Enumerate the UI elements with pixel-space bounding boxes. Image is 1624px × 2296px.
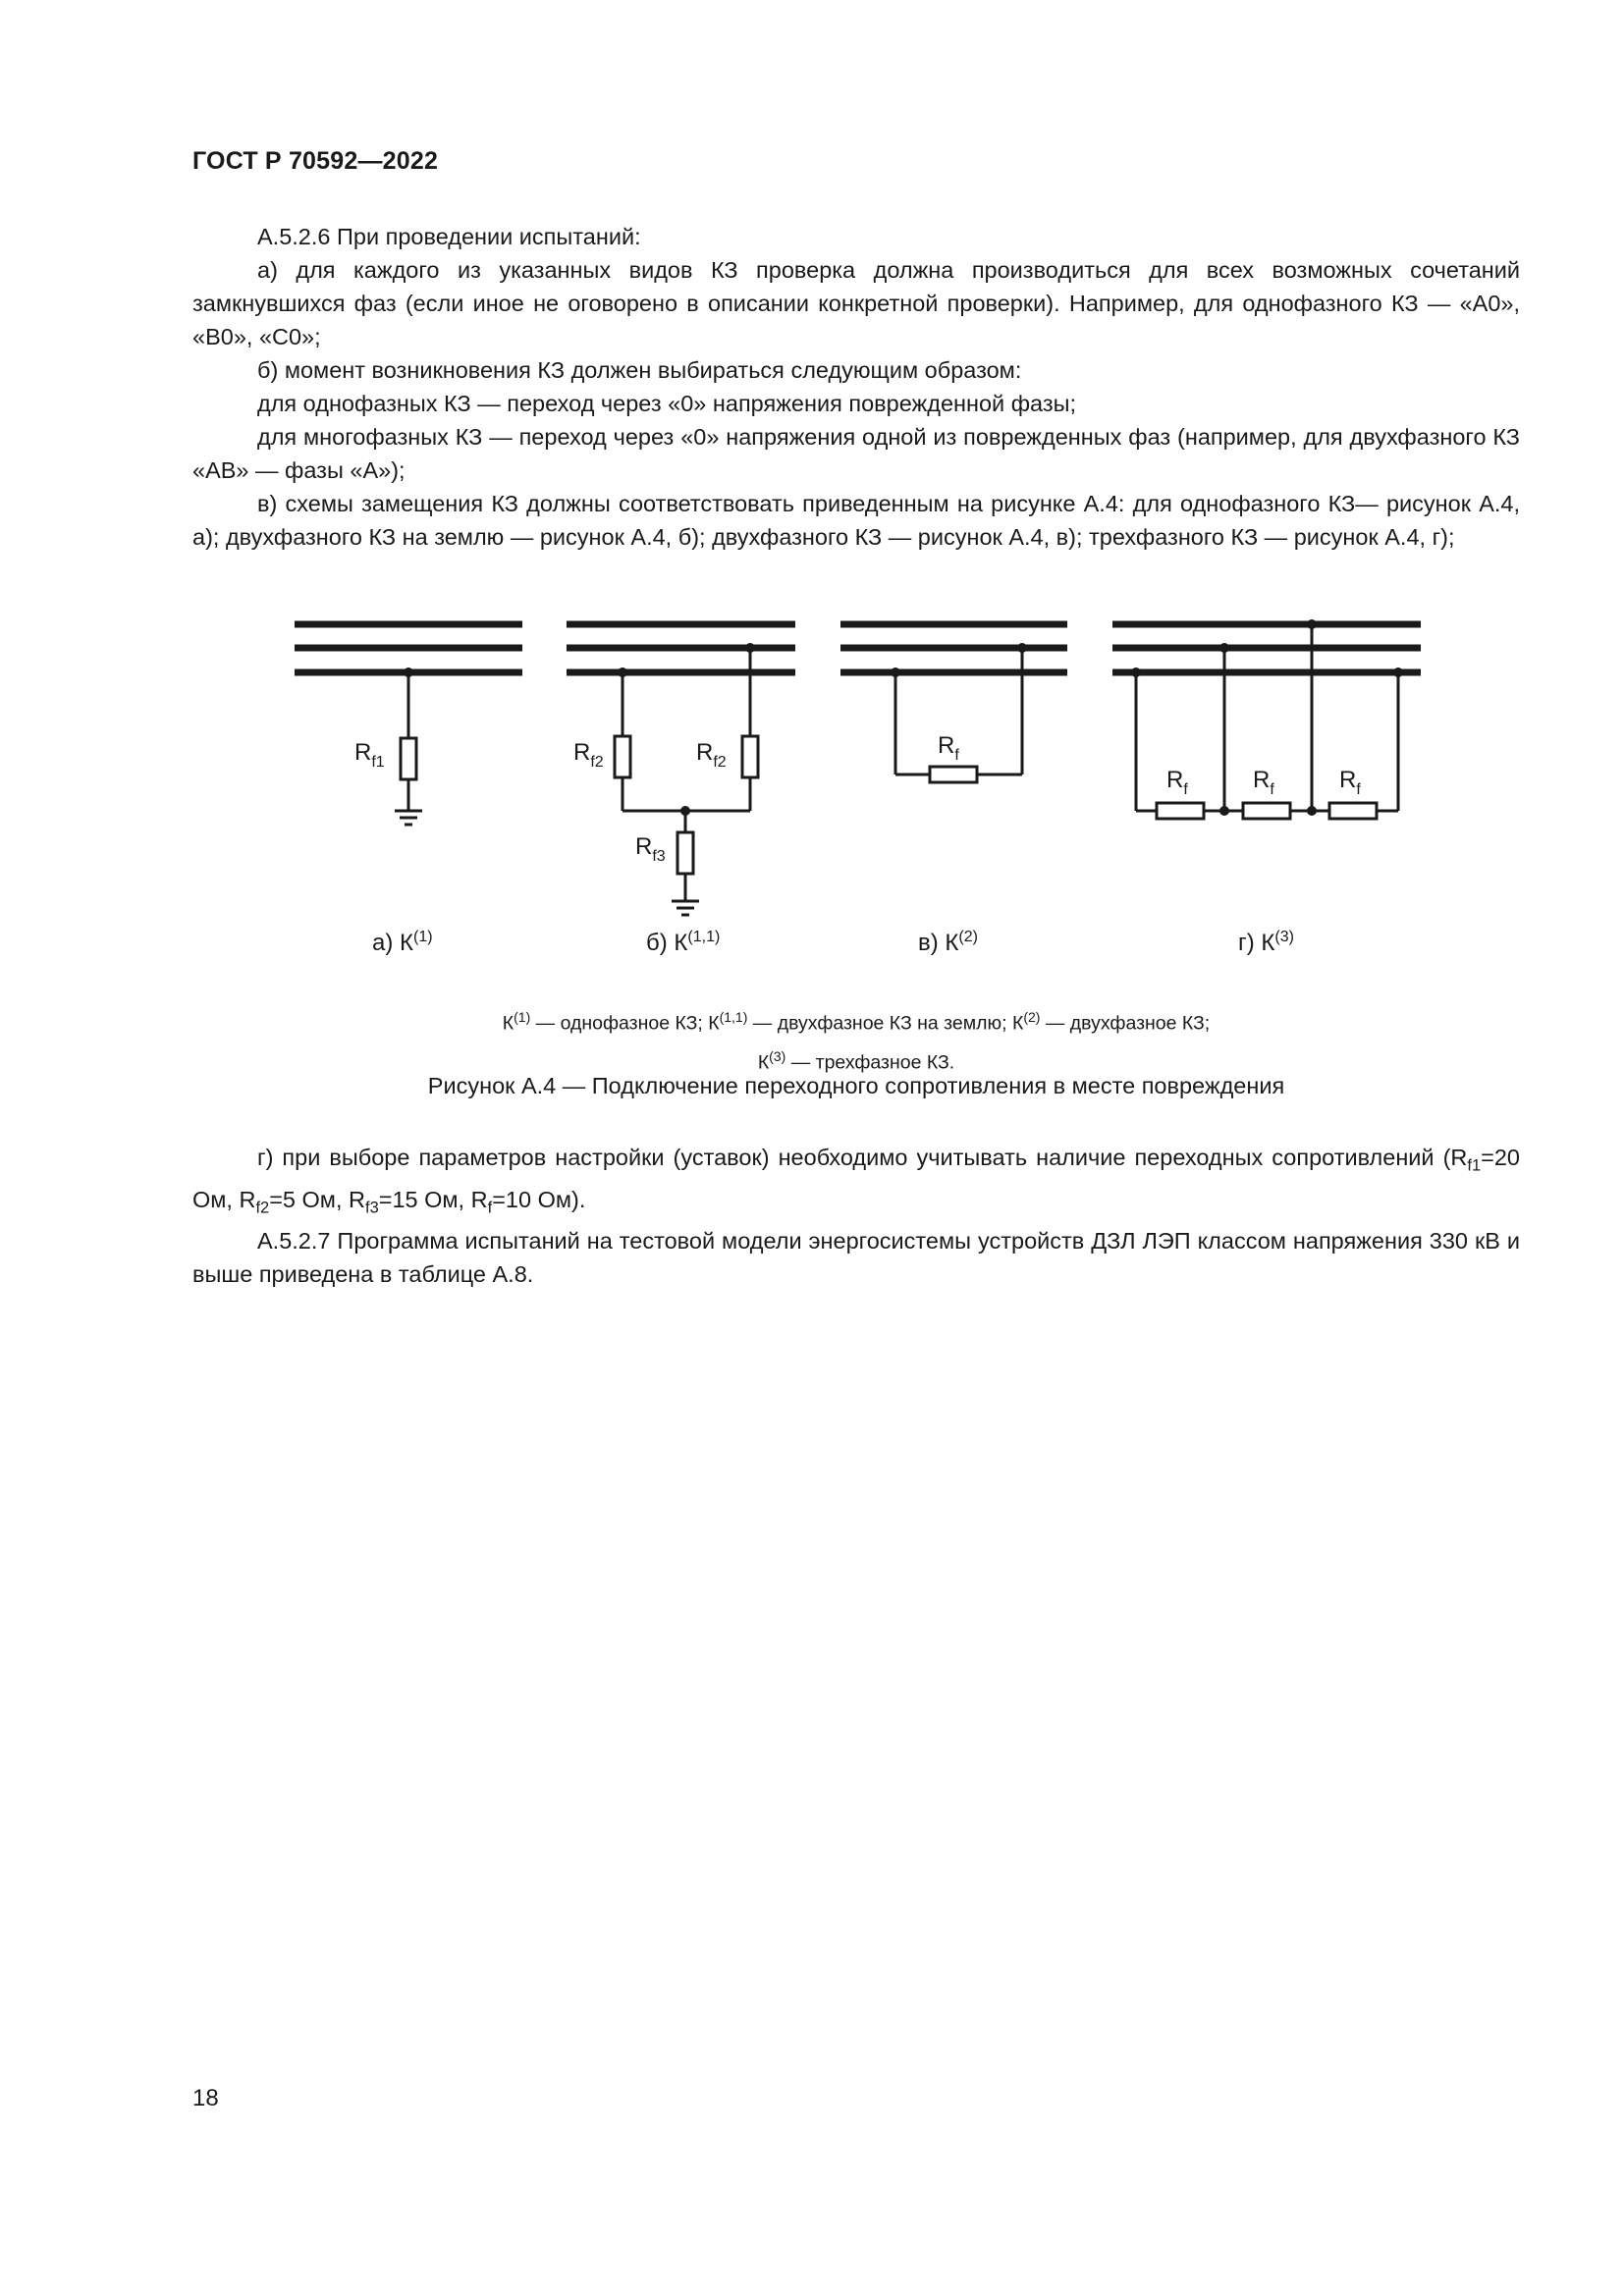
resistor-rf2-right bbox=[742, 736, 758, 777]
figure-label-a: а) $К^{(1)}$ bbox=[372, 929, 433, 956]
label-rf2-right: $R_{f2}$ bbox=[696, 739, 727, 771]
paragraph: а) для каждого из указанных видов КЗ проверка должна производиться для всех возможных сочетаний замкнувшихся фаз (если иное не оговорено в описании конкретной проверки). Например, для однофазного КЗ — «А0», «В0», «С0»; bbox=[192, 257, 1520, 349]
figure-caption: Рисунок А.4 — Подключение переходного сопротивления в месте повреждения bbox=[427, 1073, 1285, 1098]
resistor-rf1 bbox=[401, 738, 416, 779]
figure-label-b: б) К$^{(1,1)}$ bbox=[646, 929, 721, 956]
figure-label-v: в) $К^{(2)}$ bbox=[918, 929, 978, 956]
circuit-diagram bbox=[0, 589, 1624, 923]
figure-label-g: г) $К^{(3)}$ bbox=[1238, 929, 1294, 956]
resistor-rf2-left bbox=[615, 736, 630, 777]
body-text-block bbox=[192, 220, 1520, 554]
page-number: 18 bbox=[192, 2085, 219, 2111]
paragraph: в) схемы замещения КЗ должны соответствовать приведенным на рисунке А.4: для однофазного КЗ— рисунок А.4, а); двухфазного КЗ на землю — рисунок А.4, б); двухфазного КЗ — рисунок А.4, в); трехфазного КЗ — рисунок А.4, г); bbox=[192, 491, 1520, 550]
body-text-block-2 bbox=[192, 1141, 1520, 1291]
diagram-a bbox=[295, 624, 522, 825]
resistor-rf3 bbox=[677, 832, 693, 874]
resistor-rf bbox=[930, 767, 977, 782]
label-rf-g3: $R_f$ bbox=[1339, 767, 1361, 798]
resistor-rf-1 bbox=[1157, 803, 1204, 819]
document-header: ГОСТ Р 70592—2022 bbox=[192, 147, 439, 175]
label-rf2-left: $R_{f2}$ bbox=[573, 739, 604, 771]
paragraph: б) момент возникновения КЗ должен выбираться следующим образом: bbox=[257, 357, 1022, 383]
label-rf3: $R_{f3}$ bbox=[635, 833, 666, 865]
resistor-rf-2 bbox=[1243, 803, 1290, 819]
label-rf-v: $R_f$ bbox=[938, 732, 959, 764]
paragraph: г) при выборе параметров настройки (уставок) необходимо учитывать наличие переходных сопротивлений ($R_{f1}=20$ Ом, $R_{f2}=5$ Ом, $R_{f3}=15$ Ом, $R_f=10$ Ом). bbox=[192, 1145, 1520, 1217]
label-rf-g2: $R_f$ bbox=[1253, 767, 1274, 798]
label-rf-g1: $R_f$ bbox=[1166, 767, 1188, 798]
paragraph: для однофазных КЗ — переход через «0» напряжения поврежденной фазы; bbox=[257, 391, 1077, 416]
label-rf1: $R_{f1}$ bbox=[354, 739, 385, 771]
resistor-rf-3 bbox=[1329, 803, 1377, 819]
paragraph: А.5.2.7 Программа испытаний на тестовой модели энергосистемы устройств ДЗЛ ЛЭП классом напряжения 330 кВ и выше приведена в таблице А.8. bbox=[192, 1228, 1520, 1288]
paragraph: для многофазных КЗ — переход через «0» напряжения одной из поврежденных фаз (например, для двухфазного КЗ «АВ» — фазы «А»); bbox=[192, 424, 1520, 483]
paragraph: А.5.2.6 При проведении испытаний: bbox=[257, 224, 641, 249]
figure-legend: $К^{(1)}$ — однофазное КЗ; К$^{(1,1)}$ — двухфазное КЗ на землю; $К^{(2)}$ — двухфазное КЗ; $К^{(3)}$ — трехфазное КЗ. bbox=[502, 1009, 1211, 1073]
